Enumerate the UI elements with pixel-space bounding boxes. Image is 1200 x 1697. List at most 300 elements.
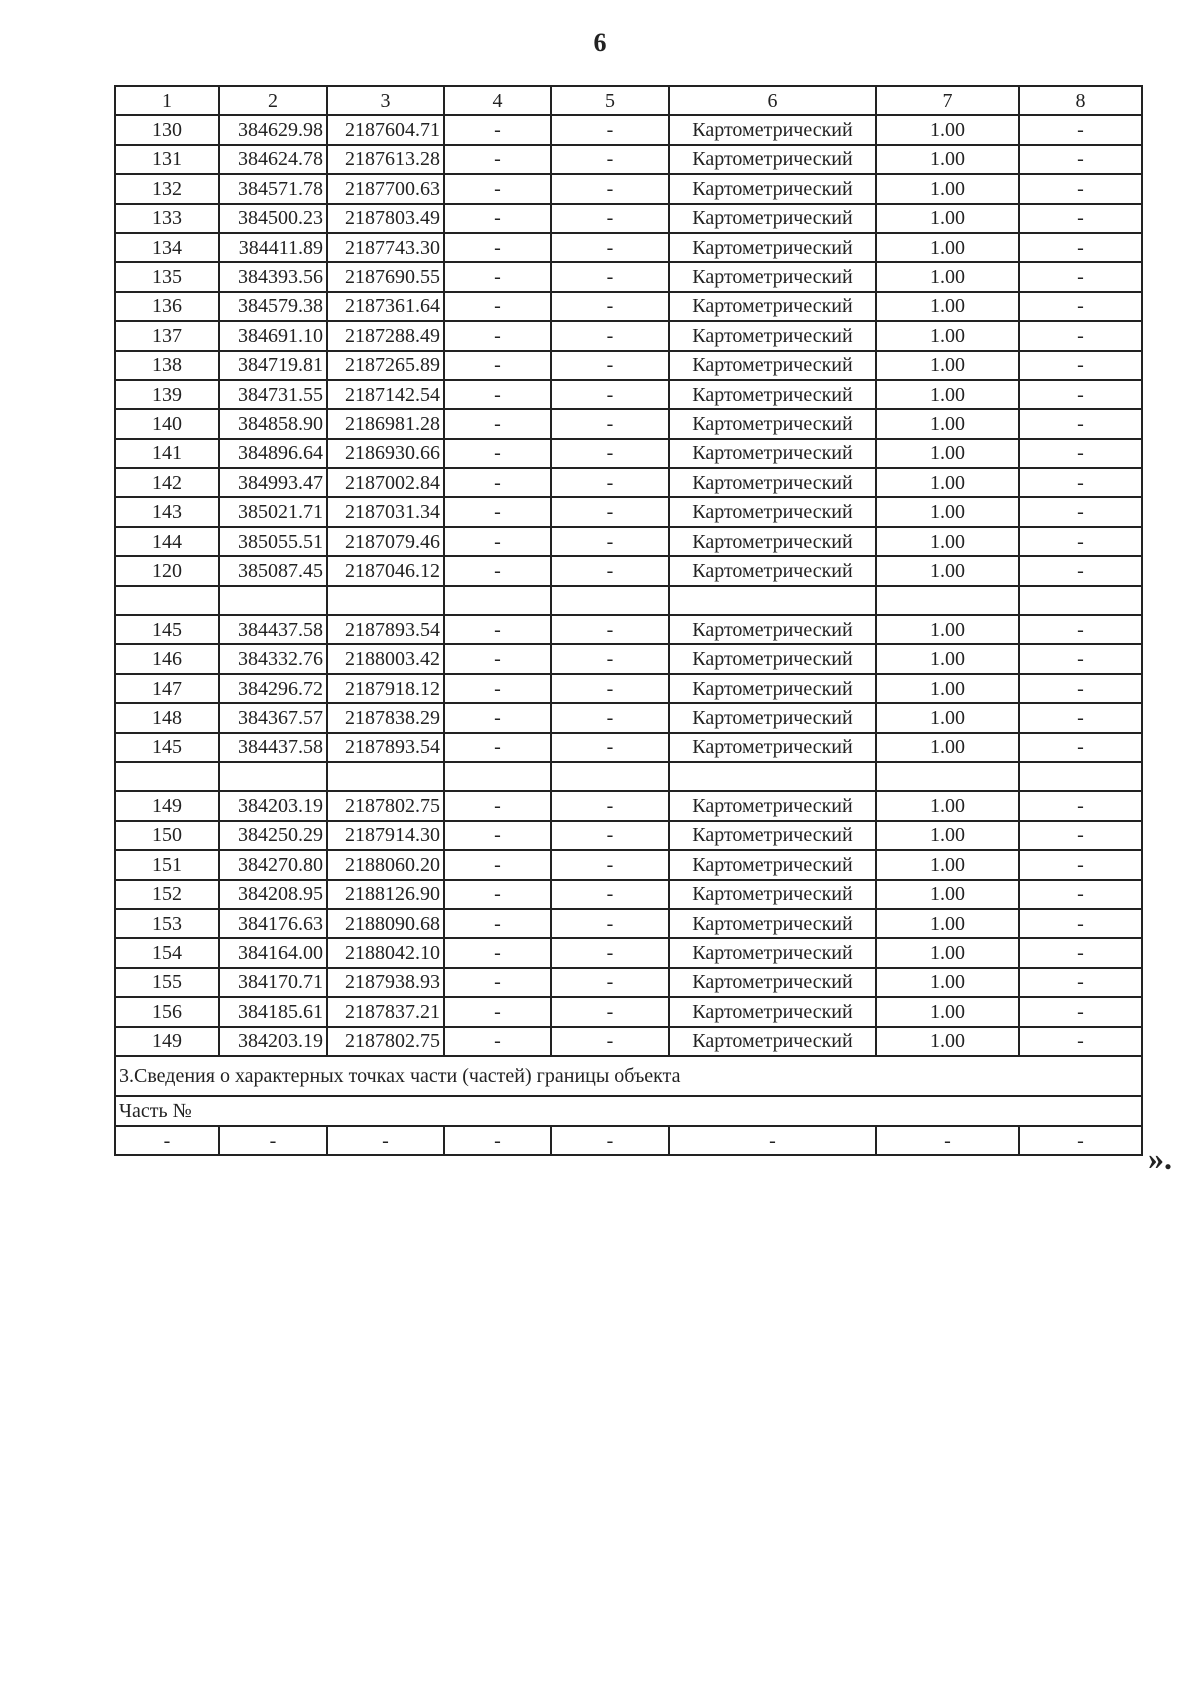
- table-row: [115, 204, 1142, 233]
- table-row: [115, 791, 1142, 820]
- table-cell: -: [1019, 527, 1142, 556]
- table-cell: -: [1019, 351, 1142, 380]
- table-cell: -: [444, 262, 551, 291]
- table-cell: 385087.45: [219, 556, 327, 585]
- table-cell: 140: [115, 409, 219, 438]
- table-cell: -: [551, 850, 669, 879]
- table-cell: 8: [1019, 86, 1142, 115]
- table-cell: Картометрический: [669, 115, 876, 144]
- table-cell: 2187265.89: [327, 351, 444, 380]
- table-cell: -: [1019, 409, 1142, 438]
- table-cell: 2187142.54: [327, 380, 444, 409]
- table-cell: 1.00: [876, 527, 1019, 556]
- table-cell: Картометрический: [669, 497, 876, 526]
- table-cell: 1.00: [876, 321, 1019, 350]
- table-cell: -: [444, 1027, 551, 1056]
- table-body: [115, 86, 1142, 1155]
- table-row: [115, 997, 1142, 1026]
- table-cell: 385055.51: [219, 527, 327, 556]
- table-cell: -: [1019, 556, 1142, 585]
- table-cell: 1.00: [876, 497, 1019, 526]
- table-cell: -: [551, 527, 669, 556]
- table-cell: -: [1019, 703, 1142, 732]
- table-cell: 384367.57: [219, 703, 327, 732]
- section-title: 3.Сведения о характерных точках части (частей) границы объекта: [115, 1056, 1142, 1096]
- table-cell: -: [1019, 115, 1142, 144]
- table-cell: -: [444, 644, 551, 673]
- table-cell: 1: [115, 86, 219, 115]
- table-cell: -: [444, 997, 551, 1026]
- table-cell: 1.00: [876, 115, 1019, 144]
- table-cell: 384500.23: [219, 204, 327, 233]
- table-cell: 2187918.12: [327, 674, 444, 703]
- table-header-row: [115, 86, 1142, 115]
- table-cell: -: [551, 791, 669, 820]
- table-cell: -: [551, 997, 669, 1026]
- table-cell: 1.00: [876, 909, 1019, 938]
- table-row: [115, 850, 1142, 879]
- table-cell: -: [1019, 292, 1142, 321]
- table-cell: -: [444, 674, 551, 703]
- table-cell: -: [1019, 1126, 1142, 1155]
- table-cell: 1.00: [876, 439, 1019, 468]
- table-cell: -: [444, 351, 551, 380]
- table-cell: [669, 586, 876, 615]
- table-cell: 384296.72: [219, 674, 327, 703]
- table-cell: 1.00: [876, 644, 1019, 673]
- table-cell: -: [551, 409, 669, 438]
- table-cell: -: [1019, 850, 1142, 879]
- table-cell: 2187288.49: [327, 321, 444, 350]
- table-cell: 1.00: [876, 938, 1019, 967]
- table-cell: Картометрический: [669, 644, 876, 673]
- table-cell: [876, 762, 1019, 791]
- table-cell: 7: [876, 86, 1019, 115]
- table-cell: 2187914.30: [327, 821, 444, 850]
- table-cell: 2188126.90: [327, 880, 444, 909]
- table-cell: -: [1019, 674, 1142, 703]
- table-cell: 2186930.66: [327, 439, 444, 468]
- part-data-row: [115, 1126, 1142, 1155]
- table-cell: 384896.64: [219, 439, 327, 468]
- table-row: [115, 351, 1142, 380]
- table-row: [115, 115, 1142, 144]
- table-cell: [444, 586, 551, 615]
- table-cell: [327, 586, 444, 615]
- table-cell: -: [1019, 909, 1142, 938]
- table-cell: 384270.80: [219, 850, 327, 879]
- table-cell: 132: [115, 174, 219, 203]
- table-cell: Картометрический: [669, 292, 876, 321]
- table-cell: 384250.29: [219, 821, 327, 850]
- table-cell: 2187361.64: [327, 292, 444, 321]
- table-cell: 2187893.54: [327, 615, 444, 644]
- table-cell: Картометрический: [669, 968, 876, 997]
- table-cell: 384208.95: [219, 880, 327, 909]
- table-cell: 1.00: [876, 556, 1019, 585]
- table-cell: [219, 762, 327, 791]
- table-cell: 385021.71: [219, 497, 327, 526]
- table-cell: 133: [115, 204, 219, 233]
- table-cell: Картометрический: [669, 821, 876, 850]
- table-row: [115, 586, 1142, 615]
- table-cell: 1.00: [876, 821, 1019, 850]
- table-row: [115, 497, 1142, 526]
- table-cell: 2187002.84: [327, 468, 444, 497]
- table-cell: Картометрический: [669, 1027, 876, 1056]
- table-cell: -: [1019, 733, 1142, 762]
- table-cell: 131: [115, 145, 219, 174]
- table-cell: 155: [115, 968, 219, 997]
- table-row: [115, 1027, 1142, 1056]
- table-row: [115, 909, 1142, 938]
- table-cell: 141: [115, 439, 219, 468]
- table-cell: 384437.58: [219, 733, 327, 762]
- table-cell: -: [1019, 880, 1142, 909]
- table-cell: -: [444, 497, 551, 526]
- table-cell: 1.00: [876, 733, 1019, 762]
- table-cell: -: [551, 556, 669, 585]
- table-cell: [115, 762, 219, 791]
- table-cell: 2187031.34: [327, 497, 444, 526]
- table-cell: 2187803.49: [327, 204, 444, 233]
- table-cell: -: [115, 1126, 219, 1155]
- table-cell: 148: [115, 703, 219, 732]
- table-cell: -: [1019, 821, 1142, 850]
- table-cell: 1.00: [876, 409, 1019, 438]
- table-cell: -: [669, 1126, 876, 1155]
- table-cell: 2187079.46: [327, 527, 444, 556]
- table-cell: 1.00: [876, 791, 1019, 820]
- table-cell: [551, 586, 669, 615]
- table-cell: Картометрический: [669, 556, 876, 585]
- table-cell: -: [444, 115, 551, 144]
- section-title-row: [115, 1056, 1142, 1096]
- table-cell: -: [551, 968, 669, 997]
- table-row: [115, 674, 1142, 703]
- table-cell: Картометрический: [669, 439, 876, 468]
- boundary-points-table: [114, 85, 1143, 1156]
- table-cell: -: [551, 821, 669, 850]
- table-cell: 384858.90: [219, 409, 327, 438]
- table-row: [115, 703, 1142, 732]
- table-cell: 1.00: [876, 233, 1019, 262]
- table-cell: 384332.76: [219, 644, 327, 673]
- table-cell: -: [1019, 145, 1142, 174]
- part-label: Часть №: [115, 1096, 1142, 1126]
- table-cell: 384176.63: [219, 909, 327, 938]
- table-cell: 2186981.28: [327, 409, 444, 438]
- table-cell: -: [444, 703, 551, 732]
- table-cell: -: [551, 938, 669, 967]
- table-cell: 4: [444, 86, 551, 115]
- table-row: [115, 439, 1142, 468]
- table-cell: -: [444, 145, 551, 174]
- table-cell: -: [444, 880, 551, 909]
- table-cell: 384185.61: [219, 997, 327, 1026]
- table-row: [115, 762, 1142, 791]
- table-row: [115, 262, 1142, 291]
- table-cell: -: [551, 497, 669, 526]
- table-cell: 150: [115, 821, 219, 850]
- table-cell: -: [444, 821, 551, 850]
- table-cell: -: [1019, 615, 1142, 644]
- table-cell: -: [1019, 204, 1142, 233]
- table-cell: -: [551, 204, 669, 233]
- table-cell: -: [444, 850, 551, 879]
- table-cell: 384624.78: [219, 145, 327, 174]
- table-cell: 2187743.30: [327, 233, 444, 262]
- table-cell: -: [1019, 468, 1142, 497]
- table-cell: [219, 586, 327, 615]
- table-cell: [444, 762, 551, 791]
- table-cell: -: [1019, 497, 1142, 526]
- table-cell: 2187802.75: [327, 1027, 444, 1056]
- table-cell: -: [444, 733, 551, 762]
- table-row: [115, 938, 1142, 967]
- table-cell: Картометрический: [669, 850, 876, 879]
- table-cell: -: [551, 468, 669, 497]
- table-row: [115, 644, 1142, 673]
- table-cell: -: [551, 115, 669, 144]
- table-cell: 3: [327, 86, 444, 115]
- table-cell: 384691.10: [219, 321, 327, 350]
- table-cell: -: [551, 1027, 669, 1056]
- table-cell: 2187893.54: [327, 733, 444, 762]
- table-cell: Картометрический: [669, 233, 876, 262]
- table-cell: 145: [115, 733, 219, 762]
- table-cell: 1.00: [876, 204, 1019, 233]
- table-cell: Картометрический: [669, 262, 876, 291]
- table-cell: 154: [115, 938, 219, 967]
- table-cell: 120: [115, 556, 219, 585]
- table-cell: 1.00: [876, 174, 1019, 203]
- table-cell: Картометрический: [669, 351, 876, 380]
- table-cell: Картометрический: [669, 909, 876, 938]
- table-cell: [115, 586, 219, 615]
- table-cell: -: [551, 380, 669, 409]
- table-cell: -: [444, 556, 551, 585]
- table-cell: [1019, 586, 1142, 615]
- table-row: [115, 527, 1142, 556]
- table-cell: [327, 762, 444, 791]
- table-cell: 2187938.93: [327, 968, 444, 997]
- table-cell: Картометрический: [669, 380, 876, 409]
- table-cell: 149: [115, 791, 219, 820]
- table-cell: 1.00: [876, 1027, 1019, 1056]
- table-cell: -: [551, 880, 669, 909]
- table-cell: 384993.47: [219, 468, 327, 497]
- table-cell: 156: [115, 997, 219, 1026]
- table-cell: 384437.58: [219, 615, 327, 644]
- table-cell: -: [444, 204, 551, 233]
- table-cell: 5: [551, 86, 669, 115]
- table-cell: -: [444, 174, 551, 203]
- table-cell: 1.00: [876, 674, 1019, 703]
- table-cell: 384411.89: [219, 233, 327, 262]
- table-cell: Картометрический: [669, 174, 876, 203]
- table-cell: 1.00: [876, 468, 1019, 497]
- table-cell: -: [551, 703, 669, 732]
- table-cell: 2187690.55: [327, 262, 444, 291]
- table-row: [115, 321, 1142, 350]
- table-cell: 135: [115, 262, 219, 291]
- table-cell: -: [551, 733, 669, 762]
- table-cell: -: [551, 174, 669, 203]
- table-cell: 384170.71: [219, 968, 327, 997]
- table-row: [115, 145, 1142, 174]
- part-label-row: [115, 1096, 1142, 1126]
- table-cell: -: [444, 909, 551, 938]
- table-cell: 1.00: [876, 351, 1019, 380]
- table-cell: -: [1019, 938, 1142, 967]
- table-cell: Картометрический: [669, 703, 876, 732]
- table-cell: -: [1019, 321, 1142, 350]
- table-row: [115, 233, 1142, 262]
- table-cell: 138: [115, 351, 219, 380]
- table-cell: Картометрический: [669, 733, 876, 762]
- table-cell: -: [327, 1126, 444, 1155]
- table-row: [115, 733, 1142, 762]
- page-number: 6: [593, 28, 607, 57]
- table-row: [115, 615, 1142, 644]
- table-cell: [1019, 762, 1142, 791]
- table-cell: -: [1019, 791, 1142, 820]
- table-cell: Картометрический: [669, 321, 876, 350]
- table-cell: -: [876, 1126, 1019, 1155]
- table-cell: 2187604.71: [327, 115, 444, 144]
- table-cell: Картометрический: [669, 938, 876, 967]
- table-cell: 2187700.63: [327, 174, 444, 203]
- table-cell: 2: [219, 86, 327, 115]
- table-cell: Картометрический: [669, 791, 876, 820]
- table-cell: 384579.38: [219, 292, 327, 321]
- table-cell: 2187046.12: [327, 556, 444, 585]
- table-cell: [551, 762, 669, 791]
- table-cell: -: [444, 791, 551, 820]
- table-cell: 2188090.68: [327, 909, 444, 938]
- table-cell: Картометрический: [669, 674, 876, 703]
- table-cell: -: [444, 409, 551, 438]
- table-row: [115, 380, 1142, 409]
- table-cell: 2187613.28: [327, 145, 444, 174]
- table-cell: -: [1019, 439, 1142, 468]
- table-cell: -: [444, 938, 551, 967]
- table-cell: 2188042.10: [327, 938, 444, 967]
- table-cell: [876, 586, 1019, 615]
- table-cell: 1.00: [876, 262, 1019, 291]
- table-cell: 384393.56: [219, 262, 327, 291]
- table-cell: 146: [115, 644, 219, 673]
- table-cell: Картометрический: [669, 409, 876, 438]
- table-cell: -: [551, 439, 669, 468]
- table-cell: Картометрический: [669, 468, 876, 497]
- table-cell: 151: [115, 850, 219, 879]
- table-cell: 2188003.42: [327, 644, 444, 673]
- table-row: [115, 968, 1142, 997]
- table-cell: -: [444, 527, 551, 556]
- table-row: [115, 174, 1142, 203]
- table-cell: -: [444, 233, 551, 262]
- table-cell: -: [551, 1126, 669, 1155]
- table-cell: -: [1019, 644, 1142, 673]
- table-cell: -: [551, 321, 669, 350]
- table-cell: -: [444, 968, 551, 997]
- table-cell: 384629.98: [219, 115, 327, 144]
- table-cell: Картометрический: [669, 615, 876, 644]
- table-cell: 2188060.20: [327, 850, 444, 879]
- table-cell: 384731.55: [219, 380, 327, 409]
- table-cell: -: [551, 909, 669, 938]
- table-cell: 1.00: [876, 615, 1019, 644]
- table-cell: -: [1019, 1027, 1142, 1056]
- table-cell: 384203.19: [219, 791, 327, 820]
- table-cell: 6: [669, 86, 876, 115]
- table-cell: 1.00: [876, 703, 1019, 732]
- table-cell: 145: [115, 615, 219, 644]
- closing-quote-mark: ».: [1148, 1140, 1172, 1176]
- table-cell: 137: [115, 321, 219, 350]
- table-cell: -: [551, 262, 669, 291]
- table-cell: 384719.81: [219, 351, 327, 380]
- table-cell: 144: [115, 527, 219, 556]
- table-cell: -: [444, 321, 551, 350]
- table-cell: -: [551, 615, 669, 644]
- table-cell: -: [551, 644, 669, 673]
- table-cell: 130: [115, 115, 219, 144]
- table-cell: 384203.19: [219, 1027, 327, 1056]
- table-cell: -: [1019, 233, 1142, 262]
- table-cell: 1.00: [876, 380, 1019, 409]
- table-cell: 384571.78: [219, 174, 327, 203]
- table-row: [115, 409, 1142, 438]
- table-cell: 143: [115, 497, 219, 526]
- table-cell: -: [1019, 997, 1142, 1026]
- table-cell: 134: [115, 233, 219, 262]
- table-cell: -: [444, 1126, 551, 1155]
- table-cell: -: [444, 380, 551, 409]
- table-row: [115, 880, 1142, 909]
- table-row: [115, 292, 1142, 321]
- table-cell: 152: [115, 880, 219, 909]
- table-cell: 1.00: [876, 997, 1019, 1026]
- table-cell: Картометрический: [669, 204, 876, 233]
- table-cell: 153: [115, 909, 219, 938]
- table-row: [115, 468, 1142, 497]
- table-cell: -: [551, 674, 669, 703]
- table-cell: -: [551, 351, 669, 380]
- table-cell: -: [444, 292, 551, 321]
- table-cell: 1.00: [876, 145, 1019, 174]
- table-cell: -: [444, 468, 551, 497]
- table-cell: 2187802.75: [327, 791, 444, 820]
- table-cell: -: [219, 1126, 327, 1155]
- table-cell: 1.00: [876, 850, 1019, 879]
- table-cell: 384164.00: [219, 938, 327, 967]
- table-cell: Картометрический: [669, 527, 876, 556]
- table-cell: -: [551, 292, 669, 321]
- table-cell: Картометрический: [669, 997, 876, 1026]
- table-cell: -: [444, 439, 551, 468]
- table-cell: -: [1019, 380, 1142, 409]
- table-cell: 149: [115, 1027, 219, 1056]
- table-cell: 139: [115, 380, 219, 409]
- table-cell: 136: [115, 292, 219, 321]
- table-cell: -: [551, 233, 669, 262]
- table-cell: 2187838.29: [327, 703, 444, 732]
- table-cell: Картометрический: [669, 145, 876, 174]
- table-cell: Картометрический: [669, 880, 876, 909]
